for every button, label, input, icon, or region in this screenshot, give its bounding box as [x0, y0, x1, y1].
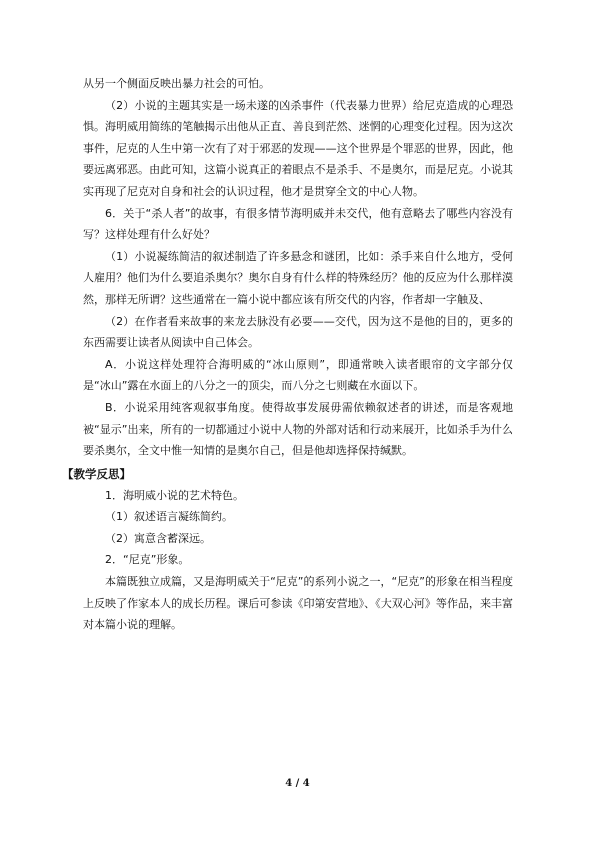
paragraph-theme: （2）小说的主题其实是一场未遂的凶杀事件（代表暴力世界）给尼克造成的心理恐惧。海明威用简练的笔触揭示出他从正直、善良到茫然、迷惘的心理变化过程。因为这次事件，尼克的人生中第一次有了对于邪恶的发现——这个世界是个罪恶的世界，因此，他要远离邪恶。由此可知，这篇小说真正的着眼点不是杀手、不是奥尔，而是尼克。小说其实再现了尼克对自身和社会的认识过程，他才是贯穿全文的中心人物。 — [83, 98, 513, 198]
reflection-paragraph: 本篇既独立成篇，又是海明威关于“尼克”的系列小说之一，“尼克”的形象在相当程度上反映了作家本人的成长历程。课后可参读《印第安营地》、《大双心河》等作品，来丰富对本篇小说的理解。 — [83, 575, 513, 632]
reflection-item-2: 2．“尼克”形象。 — [105, 553, 190, 567]
section-title-teaching-reflection: 【教学反思】 — [62, 466, 131, 481]
reflection-item-1-2: （2）寓意含蓄深远。 — [105, 531, 211, 545]
point-a-iceberg: A．小说这样处理符合海明威的“冰山原则”，即通常映入读者眼帘的文字部分仅是“冰山”露在水面上的八分之一的顶尖，而八分之七则藏在水面以下。 — [83, 357, 513, 393]
paragraph-continuation: 从另一个侧面反映出暴力社会的可怕。 — [83, 77, 270, 90]
answer-6-part-2: （2）在作者看来故事的来龙去脉没有必要——交代，因为这不是他的目的，更多的东西需要让读者从阅读中自己体会。 — [83, 314, 513, 350]
point-b-objective-narration: B．小说采用纯客观叙事角度。使得故事发展毋需依赖叙述者的讲述，而是客观地被“显示”出来，所有的一切都通过小说中人物的外部对话和行动来展开，比如杀手为什么要杀奥尔，全文中惟一知情的是奥尔自己，但是他却选择保持缄默。 — [83, 400, 513, 458]
reflection-item-1-1: （1）叙述语言凝练简约。 — [105, 510, 233, 524]
document-body — [62, 73, 513, 636]
answer-6-part-1: （1）小说凝练简洁的叙述制造了许多悬念和谜团，比如：杀手来自什么地方，受何人雇用？他们为什么要追杀奥尔？奥尔自身有什么样的特殊经历？他的反应为什么那样漠然，那样无所谓？这些通常在一篇小说中都应该有所交代的内容，作者却一字触及、 — [83, 249, 513, 306]
page-number: 4 / 4 — [285, 778, 310, 789]
question-6: 6．关于“杀人者”的故事，有很多情节海明威并未交代，他有意略去了哪些内容没有写？这样处理有什么好处？ — [83, 206, 513, 242]
reflection-item-1: 1．海明威小说的艺术特色。 — [105, 488, 244, 502]
